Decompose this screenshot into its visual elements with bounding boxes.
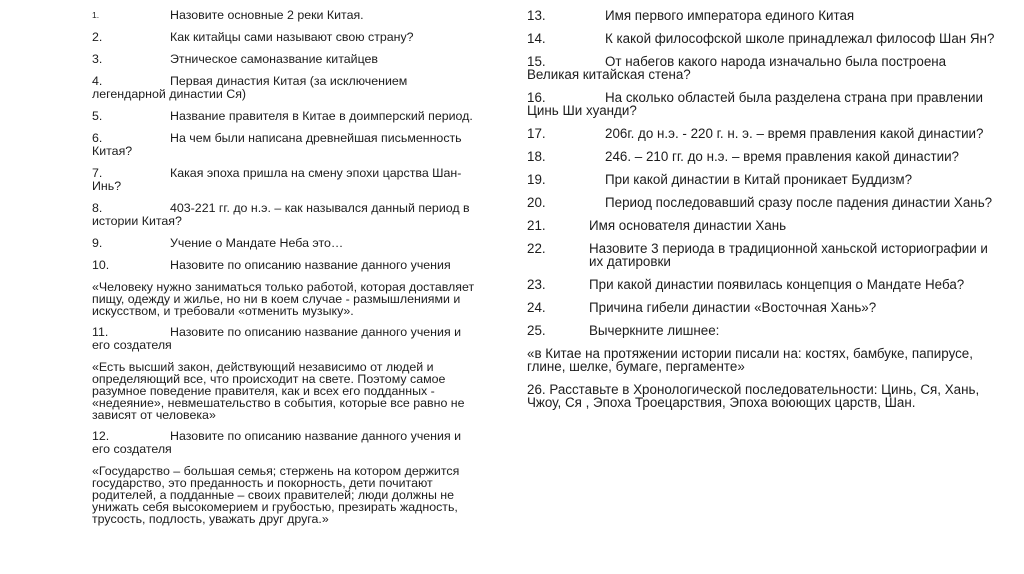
- question-text-continued: их датировки: [589, 254, 671, 269]
- right-column: [527, 9, 1007, 419]
- question-text: При какой династии появилась концепция о Мандате Неба?: [589, 277, 965, 292]
- question-8: [92, 202, 492, 228]
- question-26: 26. Расставьте в Хронологической последовательности: Цинь, Ся, Хань, Чжоу, Ся , Эпоха Троецарствия, Эпоха воюющих царств, Шан.: [527, 382, 980, 410]
- question-text-continued: Цинь Ши хуанди?: [527, 103, 637, 118]
- question-22: [527, 241, 1007, 269]
- question-15: [527, 55, 1007, 81]
- question-2: [92, 31, 492, 44]
- question-text: При какой династии в Китай проникает Буддизм?: [605, 172, 913, 187]
- question-6: [92, 132, 492, 158]
- question-text: Название правителя в Китае в доимперский период.: [170, 109, 473, 123]
- question-text: Назовите по описанию название данного учения и: [170, 429, 462, 443]
- question-text: Назовите по описанию название данного учения: [170, 258, 451, 272]
- question-1: [92, 9, 492, 22]
- question-18: [527, 150, 1007, 163]
- question-text: Первая династия Китая (за исключением: [170, 74, 408, 88]
- question-text: Вычеркните лишнее:: [589, 323, 720, 338]
- question-21: [527, 219, 1007, 232]
- quote-12: «Государство – большая семья; стержень на котором держится государство, это преданность и покорность, дети почитают родителей, а подданные – своих правителей; люди должны не унижать себя высокомерием и грубостью, презирать жадность, трусость, подлость, уважать друг друга.»: [92, 464, 460, 526]
- question-number: 1.: [92, 10, 100, 20]
- question-text-continued: Инь?: [92, 179, 122, 193]
- question-text: Какая эпоха пришла на смену эпохи царства Шан-: [170, 166, 462, 180]
- question-text: Причина гибели династии «Восточная Хань»?: [589, 300, 877, 315]
- question-number: 19.: [527, 172, 546, 187]
- question-17: [527, 127, 1007, 140]
- question-9: [92, 237, 492, 250]
- question-text: 403-221 гг. до н.э. – как назывался данный период в: [170, 201, 470, 215]
- quote-25: «в Китае на протяжении истории писали на: костях, бамбуке, папирусе, глине, шелке, бумаге, пергаменте»: [527, 346, 973, 374]
- quote-11: «Есть высший закон, действующий независимо от людей и определяющий все, что происходит на свете. Поэтому самое разумное поведение правителя, как и всех его подданных - «недеяние», невмешательство в события, которые все равно не зависят от человека»: [92, 360, 465, 422]
- question-number: 3.: [92, 52, 103, 66]
- question-7: [92, 167, 492, 193]
- question-text: Имя первого императора единого Китая: [605, 8, 855, 23]
- question-text: Имя основателя династии Хань: [589, 218, 787, 233]
- question-text: К какой философской школе принадлежал философ Шан Ян?: [605, 31, 995, 46]
- question-text: На сколько областей была разделена страна при правлении: [605, 90, 984, 105]
- question-text: [589, 242, 988, 268]
- question-number: 10.: [92, 258, 110, 272]
- question-text-continued: истории Китая?: [92, 214, 182, 228]
- question-number: 5.: [92, 109, 103, 123]
- question-text: Этническое самоназвание китайцев: [170, 52, 378, 66]
- question-number: 2.: [92, 30, 103, 44]
- question-number: 12.: [92, 429, 110, 443]
- question-text: На чем были написана древнейшая письменность: [170, 131, 462, 145]
- question-text: Период последовавший сразу после падения династии Хань?: [605, 195, 993, 210]
- question-25: [527, 324, 1007, 337]
- question-text-continued: Великая китайская стена?: [527, 67, 691, 82]
- question-text: 206г. до н.э. - 220 г. н. э. – время правления какой династии?: [605, 126, 984, 141]
- question-number: 4.: [92, 74, 103, 88]
- question-16: [527, 91, 1007, 117]
- question-4: [92, 75, 492, 101]
- question-number: 25.: [527, 323, 546, 338]
- question-10: [92, 259, 492, 272]
- question-number: 17.: [527, 126, 546, 141]
- question-5: [92, 110, 492, 123]
- question-text-continued: его создателя: [92, 442, 172, 456]
- question-text: 246. – 210 гг. до н.э. – время правления какой династии?: [605, 149, 959, 164]
- left-column: [92, 9, 492, 534]
- question-number: 18.: [527, 149, 546, 164]
- quote-10: «Человеку нужно заниматься только работой, которая доставляет пищу, одежду и жилье, но ни в коем случае - размышлениями и искусством, и требовали «отменить музыку».: [92, 280, 475, 318]
- question-number: 20.: [527, 195, 546, 210]
- question-text: Назовите по описанию название данного учения и: [170, 325, 462, 339]
- question-text-continued: его создателя: [92, 338, 172, 352]
- question-number: 6.: [92, 131, 103, 145]
- question-number: 8.: [92, 201, 103, 215]
- question-text-line: Назовите 3 периода в традиционной ханьской историографии и: [589, 241, 988, 256]
- question-number: 13.: [527, 8, 546, 23]
- question-11: [92, 326, 492, 352]
- question-number: 24.: [527, 300, 546, 315]
- question-24: [527, 301, 1007, 314]
- question-12: [92, 430, 492, 456]
- question-number: 7.: [92, 166, 103, 180]
- question-number: 22.: [527, 241, 546, 256]
- question-text: От набегов какого народа изначально была построена: [605, 54, 947, 69]
- question-number: 11.: [92, 325, 109, 339]
- question-number: 16.: [527, 90, 546, 105]
- question-number: 15.: [527, 54, 546, 69]
- question-text: Назовите основные 2 реки Китая.: [170, 8, 364, 22]
- question-13: [527, 9, 1007, 22]
- question-20: [527, 196, 1007, 209]
- question-text-continued: легендарной династии Ся): [92, 87, 247, 101]
- question-19: [527, 173, 1007, 186]
- question-text-continued: Китая?: [92, 144, 133, 158]
- question-number: 14.: [527, 31, 546, 46]
- question-23: [527, 278, 1007, 291]
- question-number: 23.: [527, 277, 546, 292]
- question-number: 21.: [527, 218, 546, 233]
- question-number: 9.: [92, 236, 103, 250]
- question-14: [527, 32, 1007, 45]
- question-text: Учение о Мандате Неба это…: [170, 236, 344, 250]
- question-3: [92, 53, 492, 66]
- question-text: Как китайцы сами называют свою страну?: [170, 30, 414, 44]
